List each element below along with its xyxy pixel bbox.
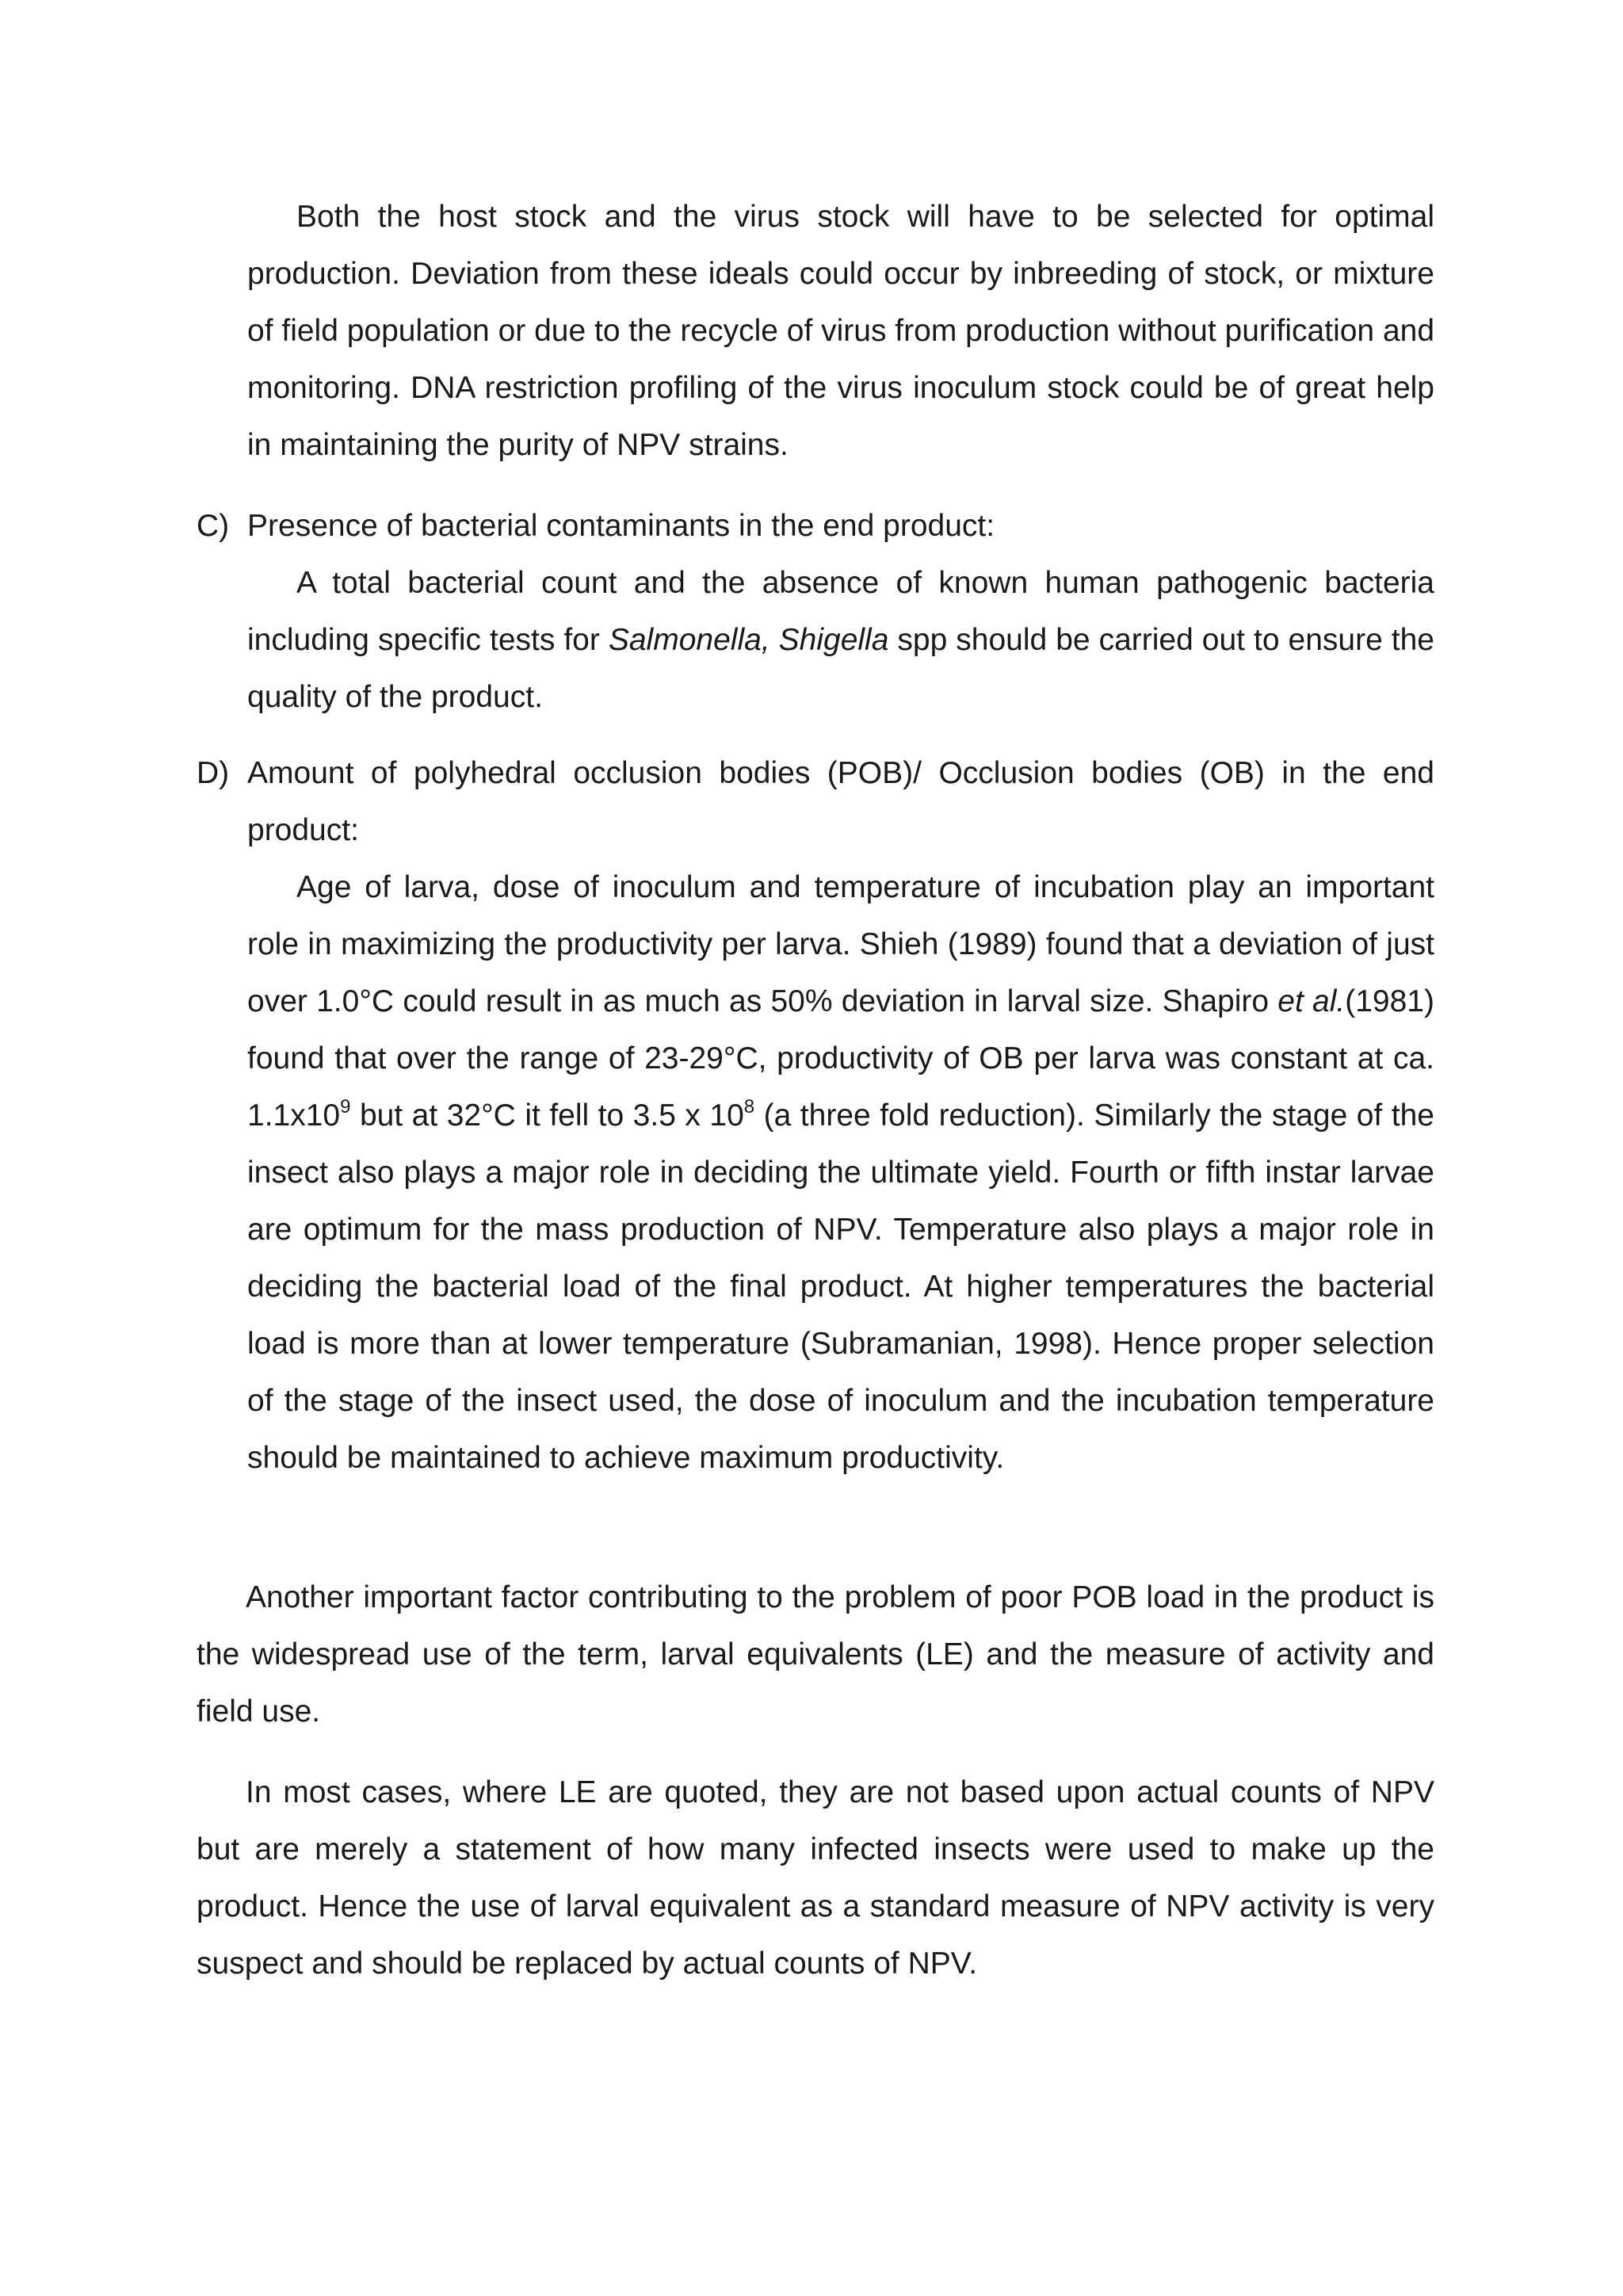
- item-c-letter: C): [197, 509, 230, 543]
- et-al: et al.: [1277, 984, 1346, 1018]
- paragraph-stock-selection: Both the host stock and the virus stock will have to be selected for optimal production. Deviation from these ideals could occur by inbreeding of stock, or mixture of field population or due to the recycle of virus from production without purification and monitoring. DNA restriction profiling of the virus inoculum stock could be of great help in maintaining the purity of NPV strains.: [247, 200, 1435, 462]
- paragraph-pob-amount: Age of larva, dose of inoculum and temperature of incubation play an important role in maximizing the productivity per larva. Shieh (1989) found that a deviation of just over 1.0°C could result in as much as 50% deviation in larval size. Shapiro et al.(1981) found that over the range of 23-29°C, productivity of OB per larva was constant at ca. $1.1x10^9$ but at 32°C it fell to 3.5 x $10^8$ (a three fold reduction). Similarly the stage of the insect also plays a major role in deciding the ultimate yield. Fourth or fifth instar larvae are optimum for the mass production of NPV. Temperature also plays a major role in deciding the bacterial load of the final product. At higher temperatures the bacterial load is more than at lower temperature (Subramanian, 1998). Hence proper selection of the stage of the insect used, the dose of inoculum and the incubation temperature should be maintained to achieve maximum productivity.: [247, 870, 1434, 1475]
- item-d-letter: D): [197, 756, 230, 790]
- item-d-heading: Amount of polyhedral occlusion bodies (POB)/ Occlusion bodies (OB) in the end product:: [247, 756, 1434, 847]
- paragraph-larval-equivalents: Another important factor contributing to the problem of poor POB load in the product is the widespread use of the term, larval equivalents (LE) and the measure of activity and field use.: [197, 1580, 1434, 1729]
- paragraph-bacterial-contaminants: A total bacterial count and the absence of known human pathogenic bacteria including specific tests for Salmonella, Shigella spp should be carried out to ensure the quality of the product.: [247, 566, 1434, 714]
- exponent-9: 9: [340, 1096, 351, 1117]
- item-c-heading: Presence of bacterial contaminants in the end product:: [247, 509, 995, 543]
- paragraph-le-counts: In most cases, where LE are quoted, they are not based upon actual counts of NPV but are merely a statement of how many infected insects were used to make up the product. Hence the use of larval equivalent as a standard measure of NPV activity is very suspect and should be replaced by actual counts of NPV.: [197, 1775, 1434, 1981]
- taxon-salmonella-shigella: Salmonella, Shigella: [608, 623, 889, 657]
- exponent-8: 8: [743, 1096, 755, 1117]
